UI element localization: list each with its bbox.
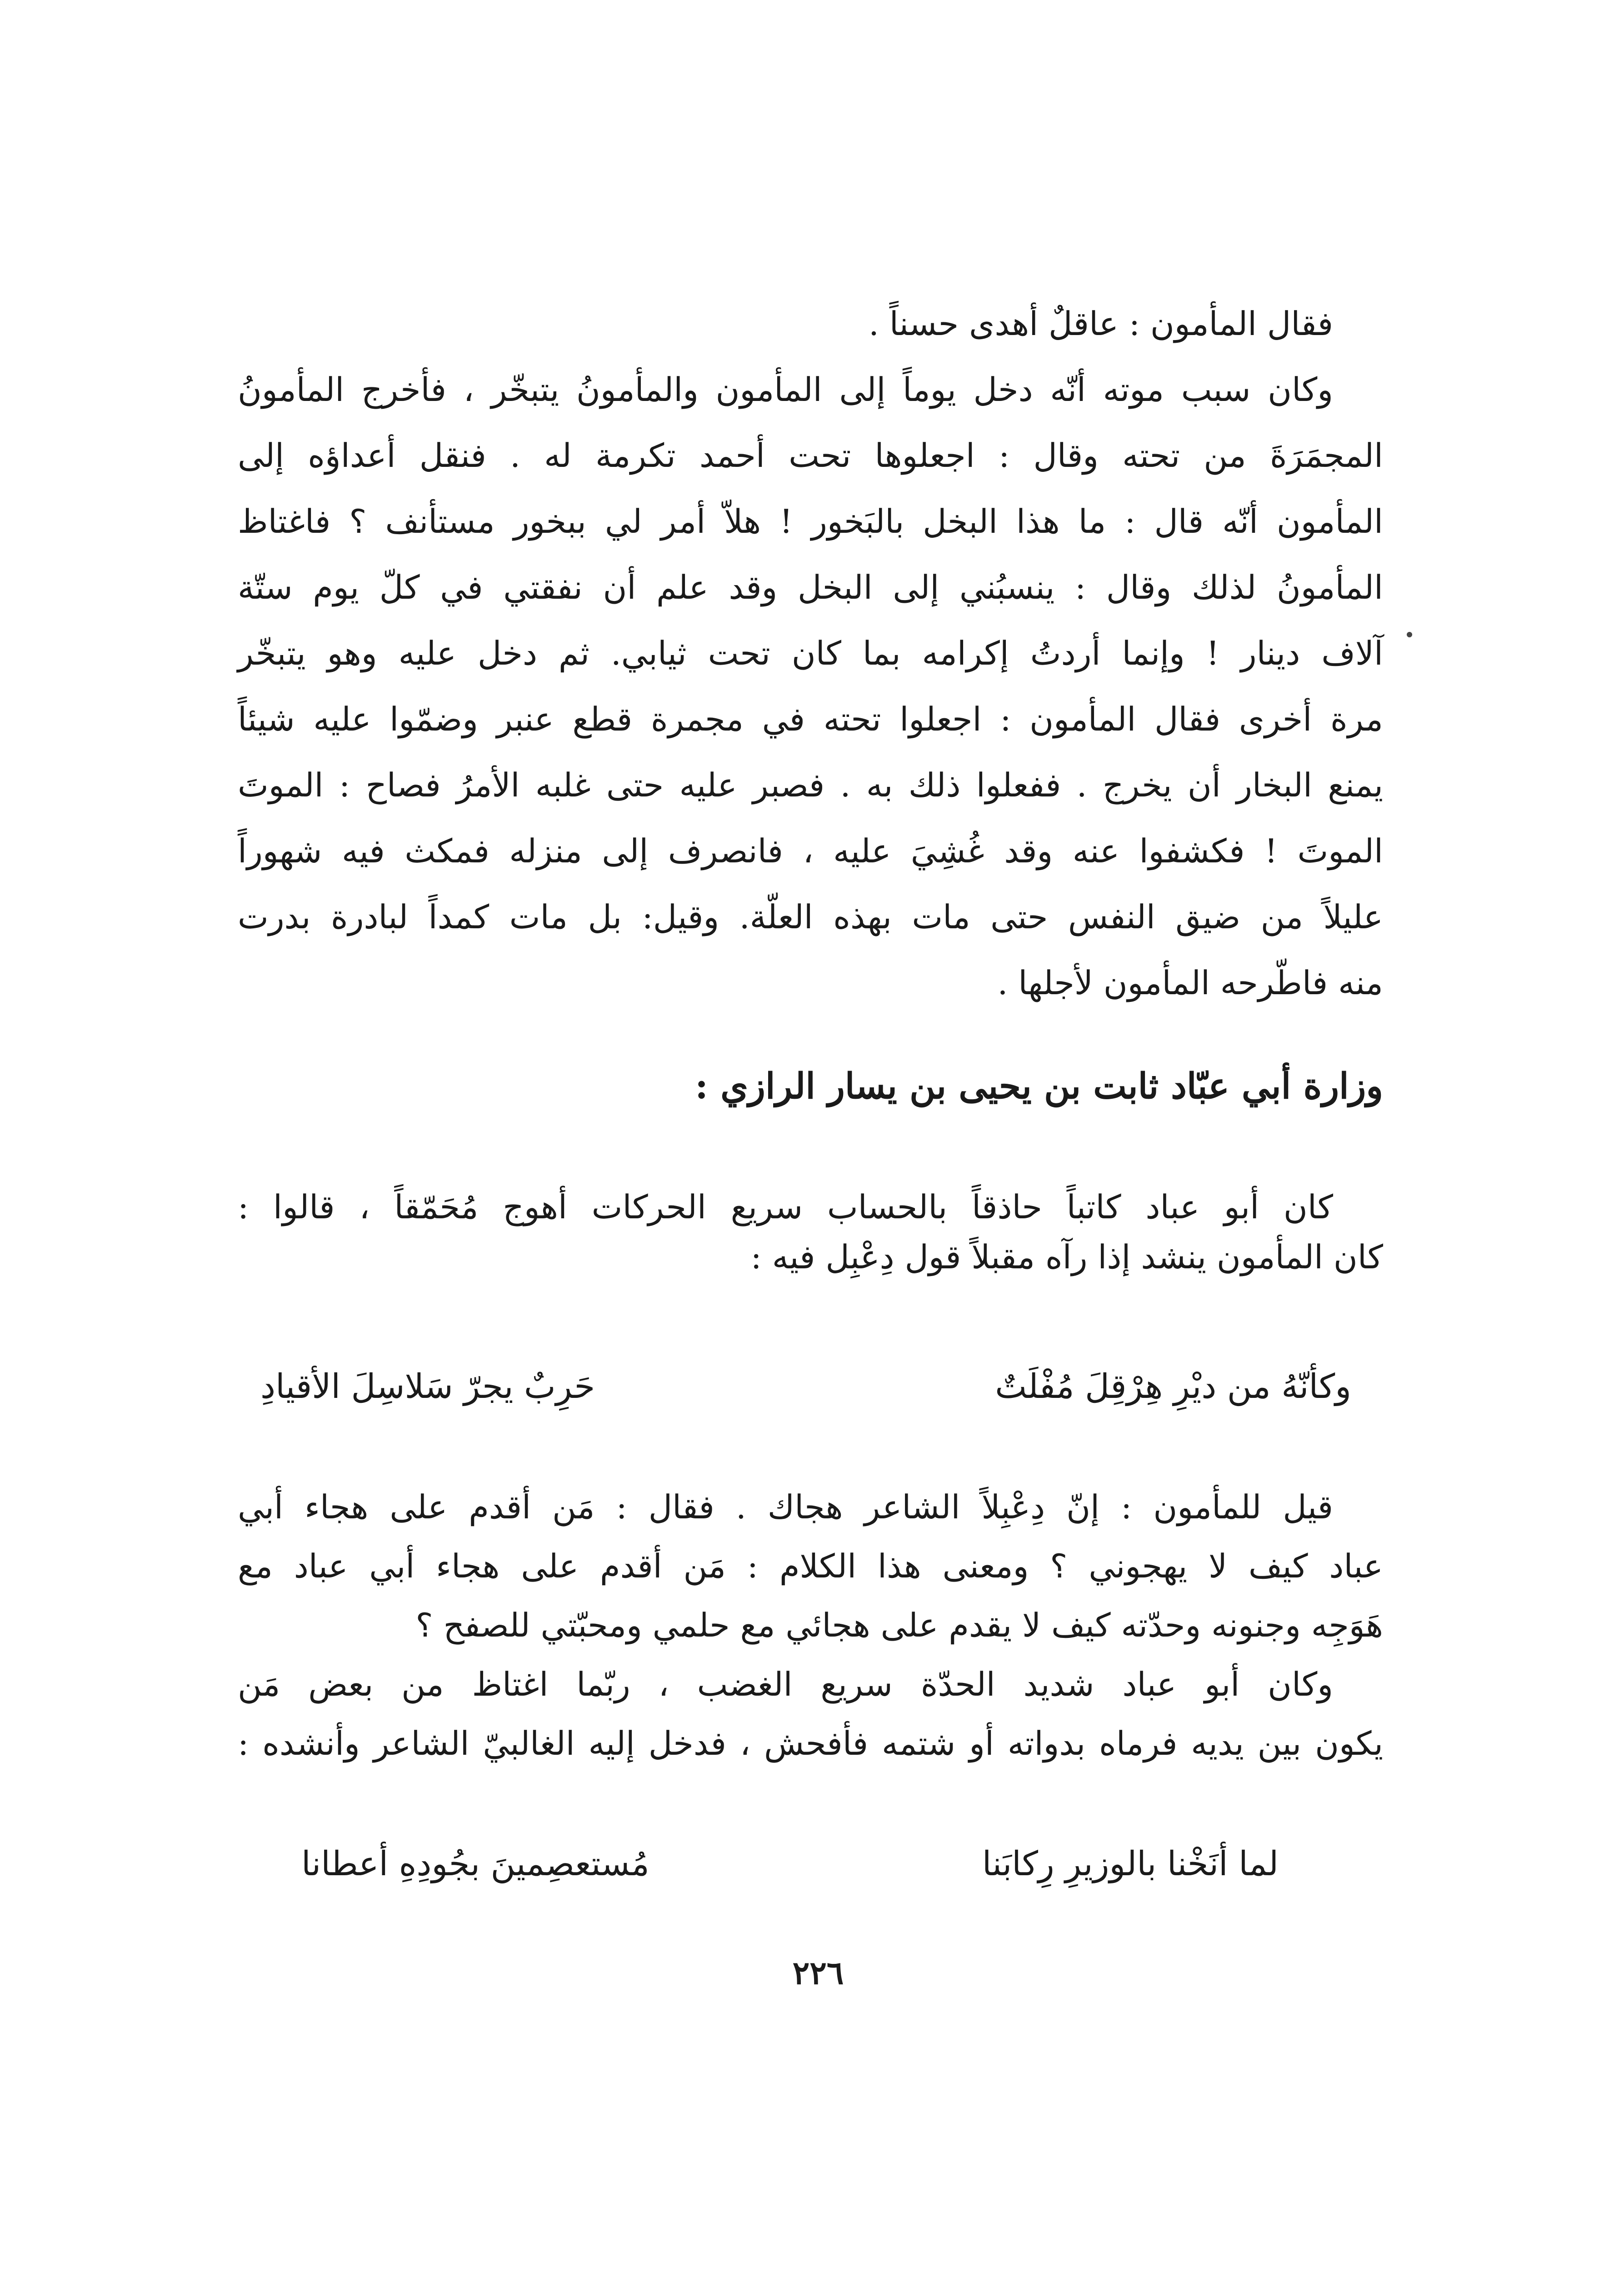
- text-line: وكان سبب موته أنّه دخل يوماً إلى المأمون والمأمونُ يتبخّر ، فأخرج المأمونُ: [238, 370, 1334, 409]
- text-line: فقال المأمون : عاقلٌ أهدى حسناً .: [868, 305, 1333, 343]
- text-line: كان أبو عباد كاتباً حاذقاً بالحساب سريع الحركات أهوج مُحَمّقاً ، قالوا :: [238, 1188, 1333, 1226]
- verse-first-hemistich: لما أنَخْنا بالوزيرِ رِكابَنا: [982, 1844, 1279, 1883]
- text-line: وكان أبو عباد شديد الحدّة سريع الغضب ، ربّما اغتاظ من بعض مَن: [238, 1665, 1333, 1703]
- section-heading: وزارة أبي عبّاد ثابت بن يحيى بن يسار الرازي :: [695, 1066, 1383, 1107]
- poem-verse: [301, 1837, 1279, 1891]
- verse-second-hemistich: مُستعصِمينَ بجُودِهِ أعطانا: [301, 1844, 650, 1883]
- page-number: ٢٢٦: [792, 1954, 844, 1992]
- poem-verse: [260, 1359, 1351, 1414]
- text-line: منه فاطّرحه المأمون لأجلها .: [997, 964, 1383, 1002]
- verse-second-hemistich: حَرِبٌ يجرّ سَلاسِلَ الأقيادِ: [260, 1367, 595, 1406]
- text-line: عليلاً من ضيق النفس حتى مات بهذه العلّة. وقيل: بل مات كمداً لبادرة بدرت: [238, 898, 1383, 936]
- text-line: هَوَجِه وجنونه وحدّته كيف لا يقدم على هجائي مع حلمي ومحبّتي للصفح ؟: [415, 1606, 1383, 1644]
- text-line: قيل للمأمون : إنّ دِعْبِلاً الشاعر هجاك . فقال : مَن أقدم على هجاء أبي: [238, 1488, 1333, 1526]
- text-line: المجمَرَةَ من تحته وقال : اجعلوها تحت أحمد تكرمة له . فنقل أعداؤه إلى: [238, 436, 1383, 475]
- paragraph-mamun-death: [238, 291, 1383, 1016]
- paragraph-dibil-satire: [238, 1477, 1383, 1773]
- text-line: مرة أخرى فقال المأمون : اجعلوا تحته في مجمرة قطع عنبر وضمّوا عليه شيئاً: [238, 700, 1383, 738]
- text-line: المأمونُ لذلك وقال : ينسبُني إلى البخل وقد علم أن نفقتي في كلّ يوم ستّة: [238, 568, 1383, 606]
- text-line: كان المأمون ينشد إذا رآه مقبلاً قول دِعْبِل فيه :: [750, 1238, 1383, 1276]
- text-line: آلاف دينار ! وإنما أردتُ إكرامه بما كان تحت ثيابي. ثم دخل عليه وهو يتبخّر: [238, 634, 1383, 672]
- text-line: الموتَ ! فكشفوا عنه وقد غُشِيَ عليه ، فانصرف إلى منزله فمكث فيه شهوراً: [238, 832, 1383, 870]
- paragraph-abu-abbad-intro: [238, 1182, 1383, 1282]
- margin-mark: [1407, 632, 1412, 637]
- text-line: يمنع البخار أن يخرج . ففعلوا ذلك به . فصبر عليه حتى غلبه الأمرُ فصاح : الموتَ: [238, 766, 1383, 804]
- text-line: المأمون أنّه قال : ما هذا البخل بالبَخور ! هلاّ أمر لي ببخور مستأنف ؟ فاغتاظ: [238, 502, 1383, 541]
- text-line: يكون بين يديه فرماه بدواته أو شتمه فأفحش ، فدخل إليه الغالبيّ الشاعر وأنشده :: [238, 1724, 1384, 1762]
- verse-first-hemistich: وكأنّهُ من ديْرِ هِرْقِلَ مُفْلَتٌ: [995, 1367, 1351, 1406]
- text-line: عباد كيف لا يهجوني ؟ ومعنى هذا الكلام : مَن أقدم على هجاء أبي عباد مع: [238, 1547, 1383, 1585]
